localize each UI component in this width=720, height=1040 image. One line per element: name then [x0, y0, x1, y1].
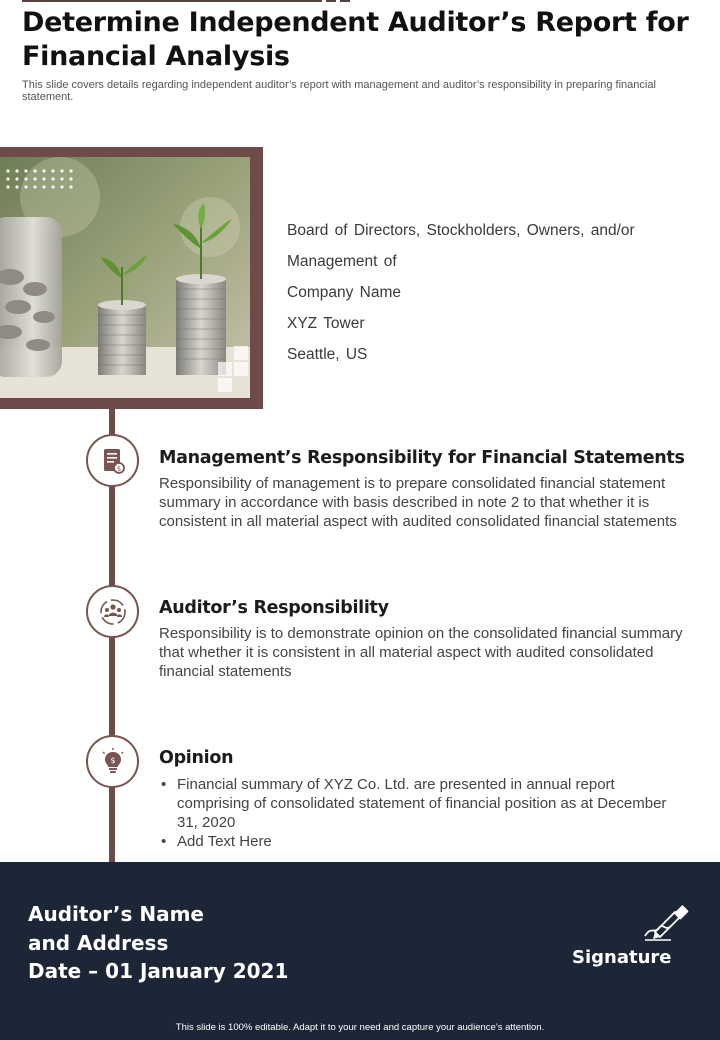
coin-plant-photo	[0, 157, 250, 398]
opinion-section	[159, 746, 689, 851]
address-line: Board of Directors, Stockholders, Owners, and/or	[287, 222, 635, 239]
page-title: Determine Independent Auditor’s Report for Financial Analysis	[22, 7, 689, 72]
svg-text:$: $	[109, 755, 116, 765]
recipient-address	[287, 220, 687, 375]
auditor-address: and Address	[28, 930, 169, 955]
lightbulb-icon	[86, 735, 139, 788]
address-line: XYZ Tower	[287, 315, 365, 332]
svg-text:$: $	[116, 464, 121, 473]
photo-frame	[0, 147, 263, 409]
address-line: Management of	[287, 253, 397, 270]
address-line: Company Name	[287, 284, 401, 301]
section-heading: Auditor’s Responsibility	[159, 598, 389, 618]
management-responsibility-section	[159, 446, 689, 531]
footer-panel	[0, 862, 720, 1040]
page-subtitle: This slide covers details regarding independent auditor’s report with management and auditor’s responsibility in preparing financial statement.	[22, 79, 656, 103]
list-item: • Add Text Here	[159, 832, 689, 851]
section-heading: Opinion	[159, 748, 234, 768]
list-item: • Financial summary of XYZ Co. Ltd. are presented in annual report comprising of consolidated statement of financial position as at December 31, 2020	[159, 775, 689, 832]
signature-pen-icon	[641, 904, 689, 947]
auditor-responsibility-section	[159, 596, 689, 681]
auditor-name: Auditor’s Name	[28, 902, 204, 926]
report-date: Date – 01 January 2021	[28, 959, 289, 983]
section-body: Responsibility of management is to prepare consolidated financial statement summary in accordance with basis described in note 2 to that whether it is consistent in all material aspect with audited consolidated financial statements	[159, 475, 677, 530]
section-body: Responsibility is to demonstrate opinion on the consolidated financial summary that whether it is consistent in all material aspect with audited consolidated financial statements	[159, 625, 683, 680]
editable-note: This slide is 100% editable. Adapt it to your need and capture your audience’s attention.	[175, 1022, 545, 1033]
section-heading: Management’s Responsibility for Financial Statements	[159, 448, 685, 468]
document-icon	[86, 434, 139, 487]
auditor-details	[28, 900, 288, 986]
opinion-list	[159, 775, 689, 851]
top-accent-rule	[22, 0, 352, 3]
address-line: Seattle, US	[287, 346, 368, 363]
team-cycle-icon	[86, 585, 139, 638]
signature-label: Signature	[572, 947, 672, 968]
